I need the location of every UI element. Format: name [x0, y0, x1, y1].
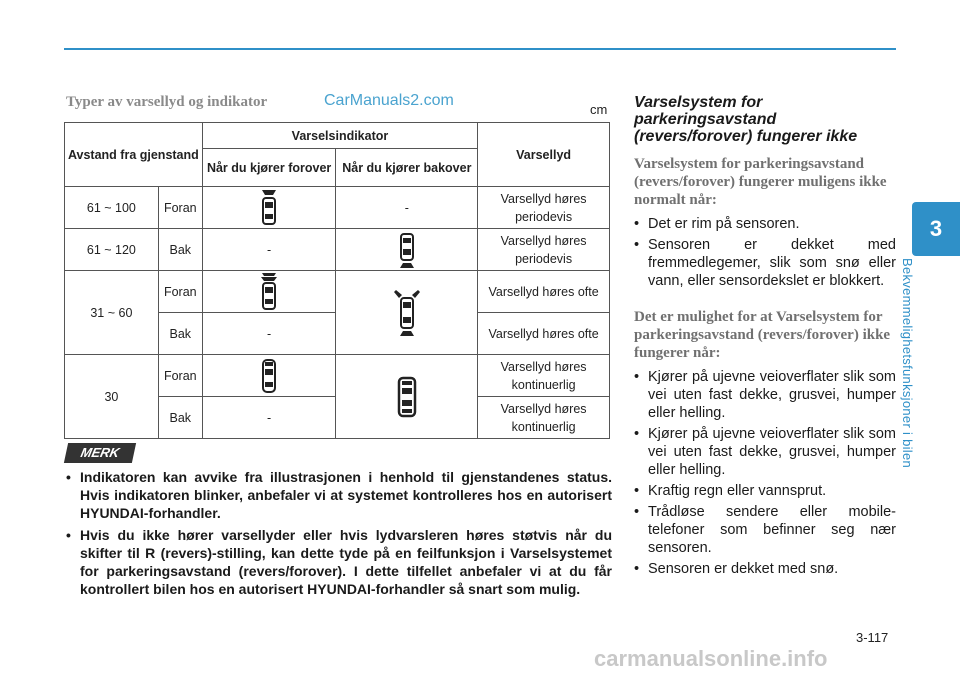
cell-sound: Varsellyd høres kontinuerlig — [478, 355, 610, 397]
car-both-zone3-icon — [396, 376, 418, 418]
table-row — [65, 271, 610, 313]
head-distance: Avstand fra gjenstand — [65, 123, 203, 187]
car-rear-zone1-icon — [399, 232, 415, 268]
cell-direction: Foran — [158, 187, 202, 229]
cell-direction: Bak — [158, 229, 202, 271]
table-row — [65, 229, 610, 271]
car-front-zone3-icon — [259, 358, 279, 394]
cell-sound: Varsellyd høres ofte — [478, 271, 610, 313]
watermark-bottom: carmanualsonline.info — [594, 646, 828, 671]
note-item: • Indikatoren kan avvike fra illustrasjonen i henhold til gjenstandenes status. Hvis indikatoren blinker, anbefaler vi at systemet kontrolleres hos en autorisert HYUNDAI-forhandler. — [66, 468, 612, 522]
car-front-zone2-icon — [259, 273, 279, 311]
watermark-top: CarManuals2.com — [324, 92, 454, 109]
cell-sound: Varsellyd høres ofte — [478, 313, 610, 355]
right-subheading-1: Varselsystem for parkeringsavstand (revers/forover) fungerer muligens ikke normalt når: — [634, 156, 887, 208]
head-sound: Varsellyd — [478, 123, 610, 187]
cell-sound: Varsellyd høres kontinuerlig — [478, 397, 610, 439]
list-item: • Kjører på ujevne veioverflater slik som vei uten fast dekke, grusvei, humper eller helling. — [634, 425, 896, 479]
head-indicator: Varselsindikator — [202, 123, 477, 149]
cell-distance: 61 ~ 100 — [65, 187, 159, 229]
cell-sound: Varsellyd høres periodevis — [478, 229, 610, 271]
cell-forward: - — [202, 229, 336, 271]
header-rule — [64, 48, 896, 50]
list-item: • Kjører på ujevne veioverflater slik som vei uten fast dekke, grusvei, humper eller helling. — [634, 368, 896, 422]
cell-direction: Bak — [158, 397, 202, 439]
right-heading: Varselsystem for parkeringsavstand (revers/forover) fungerer ikke — [634, 94, 858, 145]
cell-direction: Bak — [158, 313, 202, 355]
car-both-zone2-icon — [394, 290, 420, 336]
list-item: • Sensoren er dekket med fremmedlegemer, slik som snø eller vann, eller sensordekslet er blokkert. — [634, 236, 896, 290]
cell-distance: 31 ~ 60 — [65, 271, 159, 355]
list-item: • Kraftig regn eller vannsprut. — [634, 482, 896, 500]
head-backward: Når du kjører bakover — [336, 149, 478, 187]
chapter-title-text: Bekvemmelighetsfunksjoner i bilen — [900, 258, 915, 469]
list-item: • Trådløse sendere eller mobile-telefoner som befinner seg nær sensoren. — [634, 503, 896, 557]
unit-label: cm — [590, 102, 608, 117]
note-item: • Hvis du ikke hører varsellyder eller hvis lydvarsleren høres støtvis når du skifter til R (revers)-stilling, kan dette tyde på en feilfunksjon i Varselsystemet for parkeringsavstand (revers/forover). I dette tilfellet anbefaler vi at du får kontrollert bilen hos en autorisert HYUNDAI-forhandler så snart som mulig. — [66, 526, 612, 598]
head-forward: Når du kjører forover — [202, 149, 336, 187]
cell-sound: Varsellyd høres periodevis — [478, 187, 610, 229]
right-subheading-2: Det er mulighet for at Varselsystem for parkeringsavstand (revers/forover) ikke fungerer når: — [634, 309, 891, 361]
cell-direction: Foran — [158, 355, 202, 397]
table-row — [65, 187, 610, 229]
merk-badge: MERK — [64, 443, 136, 463]
cell-forward: - — [202, 397, 336, 439]
indicator-table — [64, 122, 610, 439]
chapter-title-side — [900, 258, 960, 488]
cell-distance: 30 — [65, 355, 159, 439]
cell-forward: - — [202, 313, 336, 355]
list-item: • Det er rim på sensoren. — [634, 215, 896, 233]
chapter-tab: 3 — [912, 202, 960, 256]
cell-distance: 61 ~ 120 — [65, 229, 159, 271]
car-front-zone1-icon — [261, 190, 277, 226]
page-number: 3-117 — [856, 630, 889, 645]
right-column — [634, 94, 896, 596]
cell-direction: Foran — [158, 271, 202, 313]
right-list-2 — [634, 368, 896, 578]
list-item: • Sensoren er dekket med snø. — [634, 560, 896, 578]
table-row — [65, 355, 610, 397]
right-list-1 — [634, 215, 896, 290]
notes-list — [66, 468, 612, 602]
cell-backward: - — [336, 187, 478, 229]
section-title: Typer av varsellyd og indikator — [66, 94, 268, 110]
